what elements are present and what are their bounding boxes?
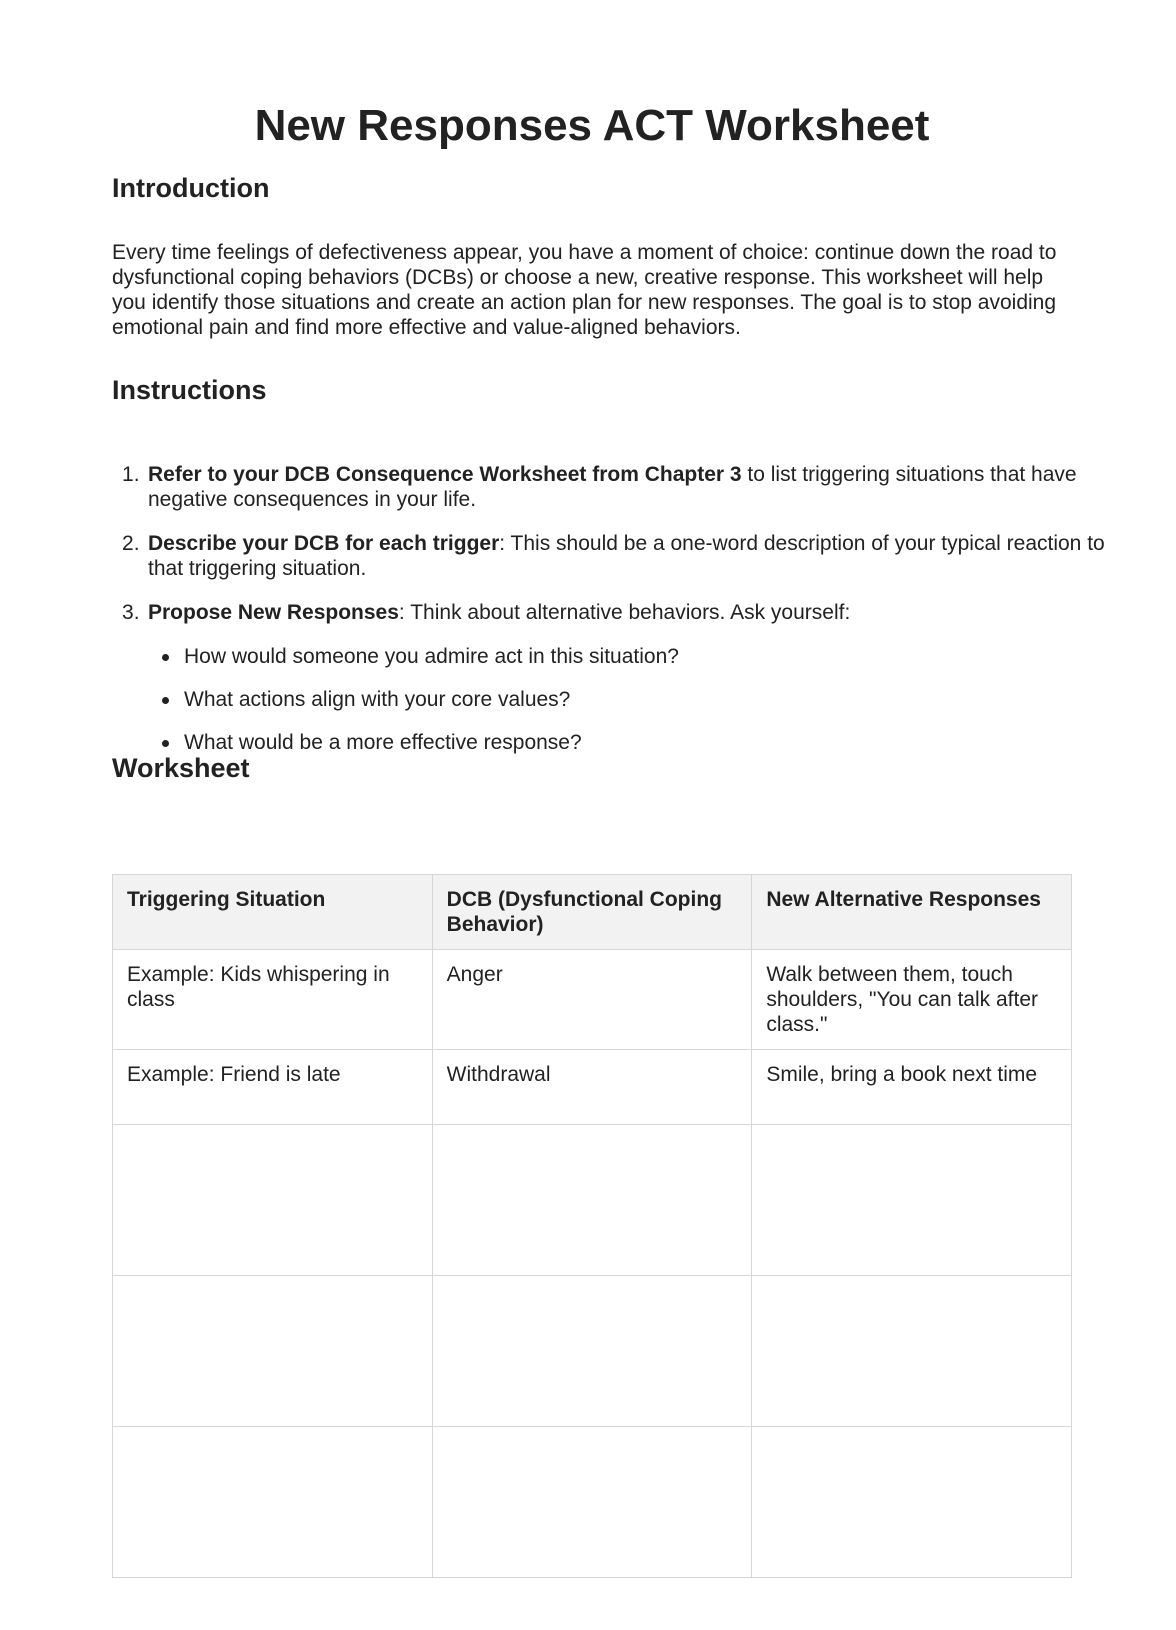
table-cell: Example: Kids whispering in class	[113, 950, 433, 1050]
table-cell: Walk between them, touch shoulders, "You can talk after class."	[752, 950, 1072, 1050]
table-row	[113, 1427, 1072, 1578]
reflection-question: What actions align with your core values?	[184, 687, 1108, 712]
instruction-step-text: : This should be a one-word description of your typical reaction to that triggering situation.	[148, 532, 1105, 580]
table-cell: Example: Friend is late	[113, 1050, 433, 1125]
introduction-heading: Introduction	[112, 173, 270, 203]
blank-entry-cell[interactable]	[432, 1125, 752, 1276]
blank-entry-cell[interactable]	[113, 1125, 433, 1276]
blank-entry-cell[interactable]	[752, 1125, 1072, 1276]
table-row	[113, 950, 1072, 1050]
table-row	[113, 1050, 1072, 1125]
reflection-question: How would someone you admire act in this situation?	[184, 644, 1108, 669]
instructions-heading: Instructions	[112, 375, 267, 405]
instruction-step-title: Describe your DCB for each trigger	[148, 532, 500, 555]
instruction-step	[148, 531, 1108, 581]
reflection-question: What would be a more effective response?	[184, 730, 1108, 755]
table-row	[113, 1125, 1072, 1276]
introduction-text: Every time feelings of defectiveness appear, you have a moment of choice: continue down the road to dysfunctional coping behaviors (DCBs) or choose a new, creative response. This worksheet will help you identify those situations and create an action plan for new responses. The goal is to stop avoiding emotional pain and find more effective and value-aligned behaviors.	[112, 241, 1057, 339]
blank-entry-cell[interactable]	[432, 1276, 752, 1427]
blank-entry-cell[interactable]	[752, 1427, 1072, 1578]
table-cell: Smile, bring a book next time	[752, 1050, 1072, 1125]
blank-entry-cell[interactable]	[113, 1276, 433, 1427]
worksheet-heading: Worksheet	[112, 753, 250, 783]
instruction-step-text: to list triggering situations that have negative consequences in your life.	[148, 463, 1077, 511]
reflection-questions	[148, 644, 1108, 755]
instruction-step-title: Refer to your DCB Consequence Worksheet from Chapter 3	[148, 463, 742, 486]
column-header-triggering-situation: Triggering Situation	[113, 875, 433, 950]
instruction-step	[148, 462, 1108, 512]
table-header-row	[113, 875, 1072, 950]
table-cell: Withdrawal	[432, 1050, 752, 1125]
blank-entry-cell[interactable]	[432, 1427, 752, 1578]
worksheet-table	[112, 874, 1072, 1578]
instruction-step-text: : Think about alternative behaviors. Ask yourself:	[398, 601, 851, 624]
instruction-step-title: Propose New Responses	[148, 601, 399, 624]
page-title: New Responses ACT Worksheet	[254, 101, 930, 150]
instruction-steps	[112, 462, 1108, 774]
table-cell: Anger	[432, 950, 752, 1050]
table-row	[113, 1276, 1072, 1427]
column-header-dcb: DCB (Dysfunctional Coping Behavior)	[432, 875, 752, 950]
instruction-step	[148, 600, 1108, 755]
column-header-new-responses: New Alternative Responses	[752, 875, 1072, 950]
blank-entry-cell[interactable]	[113, 1427, 433, 1578]
blank-entry-cell[interactable]	[752, 1276, 1072, 1427]
